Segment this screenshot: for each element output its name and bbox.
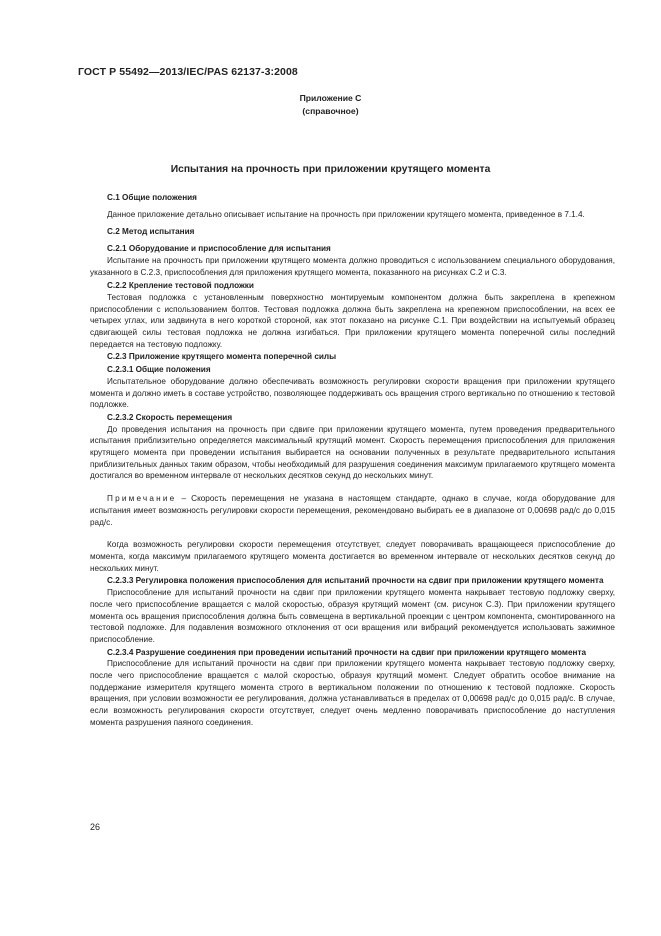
paragraph: Испытательное оборудование должно обеспечивать возможность регулировки скорости вращения при приложении крутящего момента и должно иметь в составе устройство, позволяющее поддерживать ось вращения строго вертикально по отношению к тестовой подложке. — [90, 376, 615, 410]
paragraph: Приспособление для испытаний прочности на сдвиг при приложении крутящего момента накрывает тестовую подложку сверху, после чего приспособление вращается с малой скоростью, образуя крутящий момент (см. рисунок С.3). При приложении крутящего момента ось вращения приспособления должна быть совмещена в вертикальной проекции с центром компонента, смонтированного на тестовой подложке. Для подавления возможного отклонения от оси вращения или вибраций рекомендуется использовать зажимное приспособление. — [90, 588, 615, 644]
document-title: Испытания на прочность при приложении крутящего момента — [170, 164, 491, 175]
paragraph: Приспособление для испытаний прочности на сдвиг при приложении крутящего момента накрывает тестовую подложку сверху, после чего приспособление вращается с малой скоростью, образуя крутящий момент. Следует обратить особое внимание на поддержание измерителя крутящего момента строго в вертикальном положении по отношению к тестовой подложке. Скорость вращения, при условии возможности ее регулирования, должна устанавливаться в пределах от 0,00698 рад/с до 0,015 рад/с. В случае, если возможность регулирования скорости отсутствует, следует очень медленно поворачивать приспособление до наступления момента разрушения паяного соединения. — [90, 659, 615, 727]
standard-designation: ГОСТ Р 55492—2013/IEC/PAS 62137-3:2008 — [78, 66, 298, 78]
section-heading: С.2 Метод испытания — [107, 226, 195, 236]
section-heading: С.2.3.2 Скорость перемещения — [107, 412, 233, 422]
paragraph: Испытание на прочность при приложении крутящего момента должно проводиться с использованием специального оборудования, указанного в С.2.3, приспособления для приложения крутящего момента, показанного на рисунках С.2 и С.3. — [90, 255, 615, 277]
note — [90, 493, 615, 528]
annex-name: Приложение С — [299, 93, 362, 103]
page-number: 26 — [90, 822, 101, 832]
paragraph: Данное приложение детально описывает испытание на прочность при приложении крутящего момента, приведенное в 7.1.4. — [107, 209, 585, 219]
document-body — [90, 192, 615, 729]
note-text: – Скорость перемещения не указана в настоящем стандарте, однако в случае, когда оборудование для испытания имеет возможность регулировки скорости перемещения, рекомендовано выбирать ее в диапазоне от 0,00698 рад/с до 0,015 рад/с. — [90, 494, 615, 527]
note-label: Примечание — [107, 494, 177, 504]
section-heading: С.2.3.3 Регулировка положения приспособления для испытаний прочности на сдвиг при приложении крутящего момента — [107, 576, 604, 586]
section-heading: С.2.2 Крепление тестовой подложки — [107, 281, 254, 291]
section-heading: С.2.3.1 Общие положения — [107, 365, 211, 375]
section-heading: С.2.3.4 Разрушение соединения при проведении испытаний прочности на сдвиг при приложении крутящего момента — [107, 647, 587, 657]
paragraph: До проведения испытания на прочность при сдвиге при приложении крутящего момента, путем проведения предварительного испытания приблизительно определяется максимальный крутящий момент. Скорость перемещения приспособления для приложения крутящего момента при проведении испытания выбирается на основании полученных в результате предварительного испытания приблизительных данных таким образом, чтобы необходимый для разрушения соединения максимум прилагаемого крутящего момента достигался во временном интервале от нескольких десятков секунд до нескольких минут. — [90, 424, 615, 481]
section-heading: С.2.1 Оборудование и приспособление для испытания — [107, 244, 331, 254]
section-heading: С.2.3 Приложение крутящего момента поперечной силы — [107, 352, 337, 362]
annex-type: (справочное) — [302, 106, 359, 116]
paragraph: Когда возможность регулировки скорости перемещения отсутствует, следует поворачивать вращающееся приспособление до момента, когда максимум прилагаемого крутящего момента достигается во временном интервале от нескольких десятков секунд до нескольких минут. — [90, 540, 615, 573]
paragraph: Тестовая подложка с установленным поверхностно монтируемым компонентом должна быть закреплена в крепежном приспособлении с использованием болтов. Тестовая подложка должна быть закреплена на крепежном приспособлении, на всех ее четырех углах, или задвинута в него короткой стороной, как этот показано на рисунке С.1. При воздействии на испытуемый образец сдвигающей силы тестовая подложка не должна изгибаться. При приложении крутящего момента поперечной силы последний передается на тестовую подложку. — [90, 292, 615, 349]
section-heading: С.1 Общие положения — [107, 193, 197, 202]
